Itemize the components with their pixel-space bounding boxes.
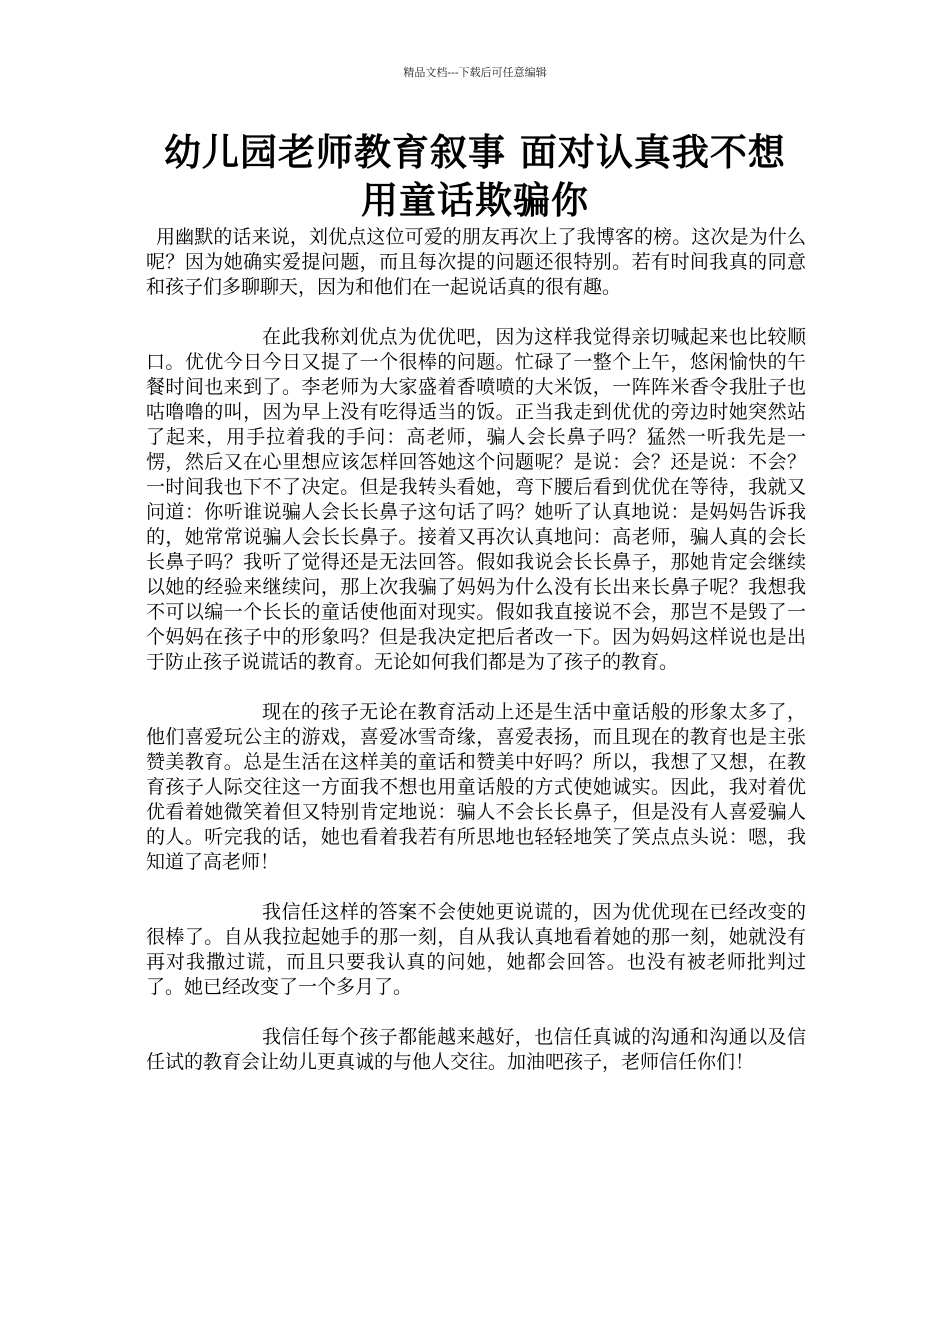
paragraph-gap bbox=[146, 875, 806, 900]
paragraph-3: 现在的孩子无论在教育活动上还是生活中童话般的形象太多了，他们喜爱玩公主的游戏，喜爱冰雪奇缘，喜爱表扬，而且现在的教育也是主张赞美教育。总是生活在这样美的童话和赞美中好吗？所以，我想了又想，在教育孩子人际交往这一方面我不想也用童话般的方式使她诚实。因此，我对着优优看着她微笑着但又特别肯定地说：骗人不会长长鼻子，但是没有人喜爱骗人的人。听完我的话，她也看着我若有所思地也轻轻地笑了笑点点头说：嗯，我知道了高老师！ bbox=[146, 701, 806, 873]
paragraph-gap bbox=[146, 675, 806, 700]
page-header: 精品文档---下载后可任意编辑 bbox=[403, 66, 547, 79]
paragraph-gap bbox=[146, 300, 806, 325]
paragraph-4: 我信任这样的答案不会使她更说谎的，因为优优现在已经改变的很棒了。自从我拉起她手的那一刻，自从我认真地看着她的那一刻，她就没有再对我撒过谎，而且只要我认真的问她，她都会回答。也没有被老师批判过了。她已经改变了一个多月了。 bbox=[146, 901, 806, 998]
document-title bbox=[120, 128, 830, 224]
paragraph-5: 我信任每个孩子都能越来越好，也信任真诚的沟通和沟通以及信任试的教育会让幼儿更真诚的与他人交往。加油吧孩子，老师信任你们！ bbox=[146, 1026, 806, 1073]
title-line-1: 幼儿园老师教育叙事 面对认真我不想 bbox=[164, 130, 786, 174]
document-body bbox=[146, 225, 806, 1075]
paragraph-2: 在此我称刘优点为优优吧，因为这样我觉得亲切喊起来也比较顺口。优优今日今日又提了一个很棒的问题。忙碌了一整个上午，悠闲愉快的午餐时间也来到了。李老师为大家盛着香喷喷的大米饭，一阵阵米香令我肚子也咕噜噜的叫，因为早上没有吃得适当的饭。正当我走到优优的旁边时她突然站了起来，用手拉着我的手问：高老师，骗人会长鼻子吗？猛然一听我先是一愣，然后又在心里想应该怎样回答她这个问题呢？是说：会？还是说：不会？一时间我也下不了决定。但是我转头看她，弯下腰后看到优优在等待，我就又问道：你听谁说骗人会长长鼻子这句话了吗？她听了认真地说：是妈妈告诉我的，她常常说骗人会长长鼻子。接着又再次认真地问：高老师，骗人真的会长长鼻子吗？我听了觉得还是无法回答。假如我说会长长鼻子，那她肯定会继续以她的经验来继续问，那上次我骗了妈妈为什么没有长出来长鼻子呢？我想我不可以编一个长长的童话使他面对现实。假如我直接说不会，那岂不是毁了一个妈妈在孩子中的形象吗？但是我决定把后者改一下。因为妈妈这样说也是出于防止孩子说谎话的教育。无论如何我们都是为了孩子的教育。 bbox=[146, 326, 806, 673]
title-line-2: 用童话欺骗你 bbox=[361, 178, 589, 222]
paragraph-1: 用幽默的话来说，刘优点这位可爱的朋友再次上了我博客的榜。这次是为什么呢？因为她确实爱提问题，而且每次提的问题还很特别。若有时间我真的同意和孩子们多聊聊天，因为和他们在一起说话真的很有趣。 bbox=[146, 226, 806, 298]
paragraph-gap bbox=[146, 1000, 806, 1025]
